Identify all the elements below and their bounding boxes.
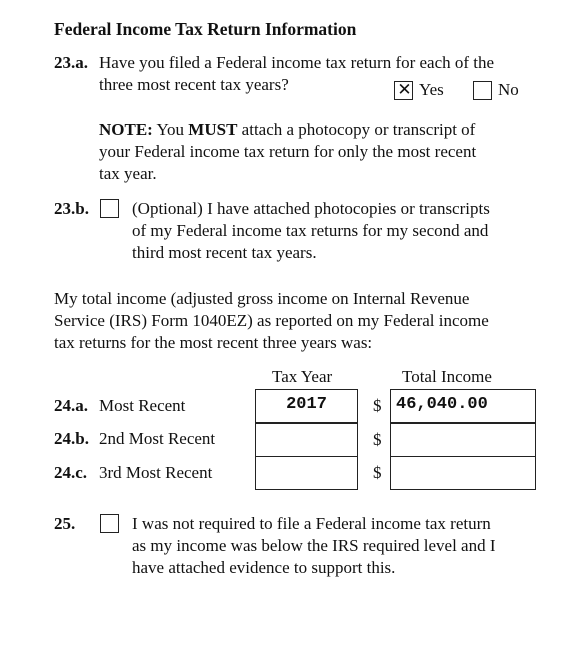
tax-year-field-2nd-recent[interactable] (255, 423, 358, 457)
row-24b-number: 24.b. (54, 429, 89, 448)
note-text-b: attach a photocopy or transcript of (237, 120, 476, 139)
no-label: No (498, 80, 519, 99)
row-24b-label: 2nd Most Recent (99, 429, 216, 448)
question-23a-text-line1: Have you filed a Federal income tax return for each of the (99, 53, 495, 72)
not-required-checkbox[interactable] (100, 514, 119, 533)
yes-checkbox[interactable] (394, 81, 413, 100)
tax-year-field-most-recent[interactable] (255, 389, 358, 423)
currency-symbol: $ (373, 396, 382, 415)
note-must: MUST (188, 120, 238, 139)
income-intro-line2: Service (IRS) Form 1040EZ) as reported on my Federal income (54, 311, 489, 330)
question-23b-text-line2: of my Federal income tax returns for my second and (132, 221, 489, 240)
question-23b-text-line3: third most recent tax years. (132, 243, 317, 262)
question-25-text-line1: I was not required to file a Federal income tax return (132, 514, 491, 533)
no-checkbox[interactable] (473, 81, 492, 100)
row-24c-label: 3rd Most Recent (99, 463, 213, 482)
tax-year-header: Tax Year (272, 367, 333, 386)
tax-year-field-3rd-recent[interactable] (255, 456, 358, 490)
currency-symbol: $ (373, 463, 382, 482)
total-income-value-most-recent: 46,040.00 (396, 395, 488, 414)
row-24a-number: 24.a. (54, 396, 88, 415)
row-24a-label: Most Recent (99, 396, 186, 415)
income-intro-line3: tax returns for the most recent three years was: (54, 333, 373, 352)
question-25-text-line3: have attached evidence to support this. (132, 558, 396, 577)
income-intro-line1: My total income (adjusted gross income on Internal Revenue (54, 289, 470, 308)
note-line1 (99, 119, 475, 141)
checkmark-x-icon: ✕ (397, 80, 412, 100)
currency-symbol: $ (373, 430, 382, 449)
question-23b-text-line1: (Optional) I have attached photocopies or transcripts (132, 199, 490, 218)
note-line3: tax year. (99, 164, 157, 183)
optional-attached-checkbox[interactable] (100, 199, 119, 218)
yes-label: Yes (419, 80, 444, 99)
row-24c-number: 24.c. (54, 463, 88, 482)
question-23a-text-line2: three most recent tax years? (99, 75, 289, 94)
note-label: NOTE: (99, 120, 153, 139)
note-line2: your Federal income tax return for only the most recent (99, 142, 477, 161)
question-25-number: 25. (54, 514, 76, 533)
total-income-header: Total Income (402, 367, 492, 386)
section-title: Federal Income Tax Return Information (54, 19, 357, 39)
total-income-field-most-recent[interactable] (390, 389, 536, 423)
question-23a-number: 23.a. (54, 53, 88, 72)
question-23b-number: 23.b. (54, 199, 89, 218)
tax-year-value-most-recent: 2017 (286, 395, 327, 414)
question-25-text-line2: as my income was below the IRS required level and I (132, 536, 496, 555)
total-income-field-2nd-recent[interactable] (390, 423, 536, 457)
note-text-a: You (156, 120, 189, 139)
total-income-field-3rd-recent[interactable] (390, 456, 536, 490)
